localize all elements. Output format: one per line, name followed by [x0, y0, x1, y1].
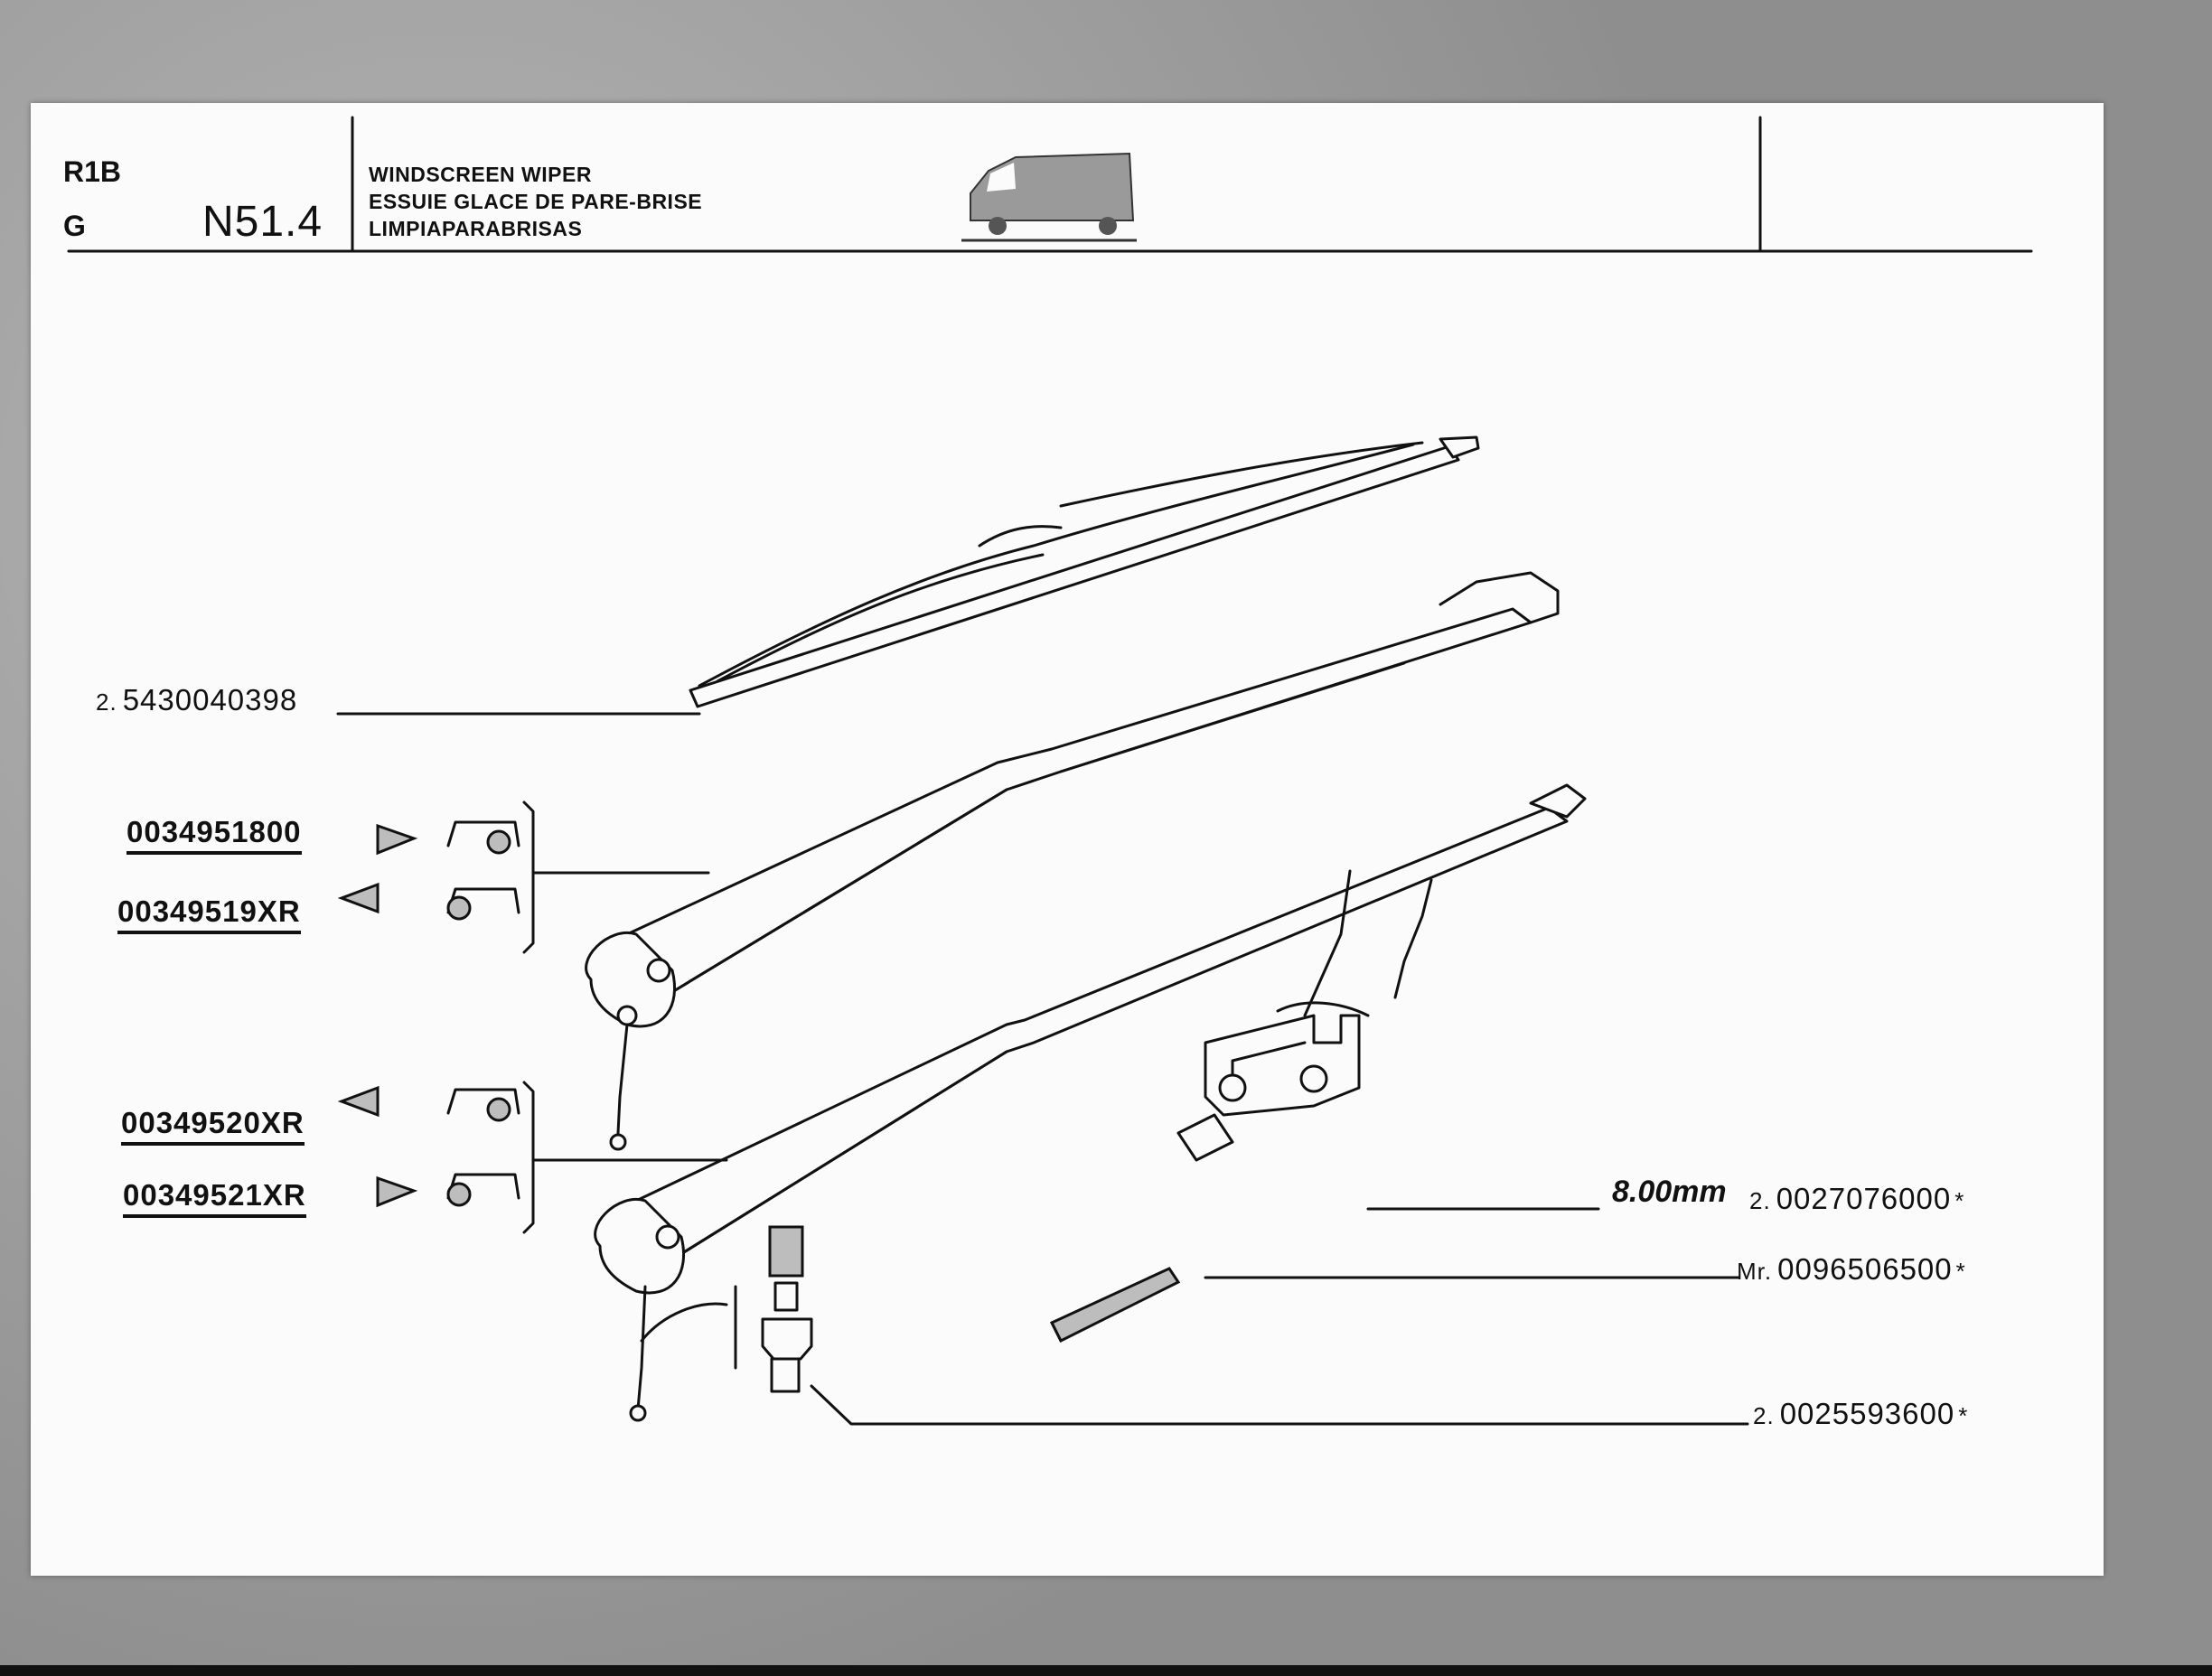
blade-qty: 2.	[96, 688, 117, 716]
hose-qty: Mr.	[1737, 1258, 1773, 1285]
title-english: WINDSCREEN WIPER	[369, 163, 592, 186]
part-label-clip	[1749, 1182, 1964, 1216]
nozzle-number: 0025593600	[1779, 1397, 1955, 1430]
scan-edge	[0, 1665, 2212, 1676]
van-icon	[961, 154, 1137, 240]
group-code: G	[63, 210, 86, 242]
part-label-arm-4: 00349521XR	[123, 1178, 306, 1218]
parts-diagram	[31, 103, 2104, 1576]
nozzle-qty: 2.	[1753, 1402, 1775, 1429]
title-french: ESSUIE GLACE DE PARE-BRISE	[369, 190, 703, 213]
blade-number: 5430040398	[122, 683, 298, 716]
nozzle-mark: *	[1958, 1402, 1969, 1429]
part-label-nozzle	[1753, 1397, 1968, 1431]
part-label-blade	[96, 683, 297, 717]
wiper-arm-upper	[586, 573, 1558, 1149]
clip-mark: *	[1954, 1187, 1965, 1214]
clip-dimension: 8.00mm	[1612, 1175, 1727, 1209]
clip-qty: 2.	[1749, 1187, 1771, 1214]
hose-mark: *	[1955, 1258, 1966, 1285]
part-label-arm-3: 00349520XR	[121, 1106, 305, 1146]
side-icons	[342, 822, 519, 1205]
title-spanish: LIMPIAPARABRISAS	[369, 217, 583, 240]
section-number: N51.4	[202, 198, 323, 246]
hose-part	[1052, 1269, 1178, 1341]
part-label-hose	[1737, 1252, 1966, 1287]
hose-number: 0096506500	[1777, 1252, 1953, 1286]
parts-sheet	[31, 103, 2104, 1576]
clip-number: 0027076000	[1776, 1182, 1952, 1215]
part-label-arm-2: 00349519XR	[117, 894, 301, 934]
model-code: R1B	[63, 155, 122, 188]
part-label-arm-1: 0034951800	[127, 815, 302, 855]
